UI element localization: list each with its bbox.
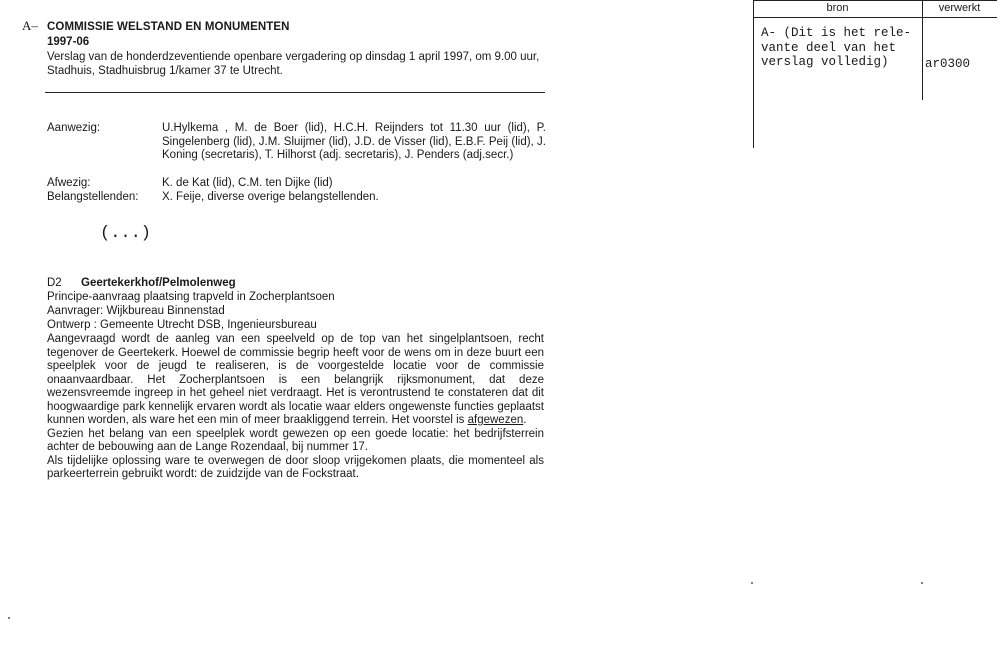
report-number: 1997-06: [47, 36, 90, 48]
table-border-top: [753, 0, 997, 1]
source-note: A- (Dit is het rele- vante deel van het verslag volledig): [761, 26, 912, 69]
body-text-end: .: [523, 414, 527, 426]
column-header-processed: verwerkt: [938, 2, 981, 14]
body-text: Aangevraagd wordt de aanleg van een speelveld op de top van het singelplantsoen, recht tegenover de Geertekerk. Hoewel de commissie begrip heeft voor de wens om in deze buurt een speelplek voor de jeugd te realiseren, is de voorgestelde locatie voor de commissie onaanvaardbaar. Het Zocherplantsoen is een belangrijk rijksmonument, dat deze wezensvreemde ingreep in het geheel niet verdraagt. Het is verontrustend te constateren dat dit hoogwaardige park kennelijk ervaren wordt als locatie waar elders ongewenste functies geplaatst kunnen worden, als ware het een min of meer braakliggend terrein. Het voorstel is: [47, 333, 544, 426]
stakeholders-label: Belangstellenden:: [47, 191, 139, 203]
item-subject: Principe-aanvraag plaatsing trapveld in Zocherplantsoen: [47, 291, 335, 303]
header-divider: [45, 92, 545, 93]
item-heading: [47, 277, 236, 289]
item-body: [47, 333, 544, 482]
item-design: Ontwerp : Gemeente Utrecht DSB, Ingenieursbureau: [47, 319, 317, 331]
absent-list: K. de Kat (lid), C.M. ten Dijke (lid): [162, 177, 333, 189]
column-header-source: bron: [826, 2, 849, 14]
body-paragraph: [47, 333, 544, 428]
item-applicant: Aanvrager: Wijkbureau Binnenstad: [47, 305, 225, 317]
scan-speck: [921, 582, 923, 584]
processed-code: ar0300: [925, 57, 971, 71]
scan-speck: [8, 617, 10, 619]
section-marker: A–: [22, 18, 38, 33]
item-name: Geertekerkhof/Pelmolenweg: [81, 277, 236, 289]
report-subtitle: Verslag van de honderdzeventiende openbare vergadering op dinsdag 1 april 1997, om 9.00 uur, Stadhuis, Stadhuisbrug 1/kamer 37 te Utrecht.: [47, 51, 540, 77]
scan-speck: [751, 582, 753, 584]
document-title: COMMISSIE WELSTAND EN MONUMENTEN: [47, 21, 290, 33]
source-table: [753, 0, 997, 148]
table-column-divider: [922, 0, 923, 100]
table-header-divider: [753, 17, 997, 18]
table-border-left: [753, 0, 754, 148]
present-label: Aanwezig:: [47, 122, 101, 134]
item-code: D2: [47, 277, 62, 289]
body-paragraph: Gezien het belang van een speelplek wordt gewezen op een goede locatie: het bedrijfsterrein achter de bebouwing aan de Lange Rozendaal, bij nummer 17.: [47, 427, 544, 453]
present-list: U.Hylkema , M. de Boer (lid), H.C.H. Reijnders tot 11.30 uur (lid), P. Singelenberg (lid), J.M. Sluijmer (lid), J.D. de Visser (lid), E.B.F. Peij (lid), J. Koning (secretaris), T. Hilhorst (adj. secretaris), J. Penders (adj.secr.): [162, 122, 546, 161]
stakeholders-list: X. Feije, diverse overige belangstellenden.: [162, 191, 379, 203]
omission-marker: (...): [100, 224, 152, 243]
verdict-text: afgewezen: [467, 414, 524, 426]
body-paragraph: Als tijdelijke oplossing ware te overwegen de door sloop vrijgekomen plaats, die momenteel als parkeerterrein gebruikt wordt: de zuidzijde van de Fockstraat.: [47, 454, 544, 480]
absent-label: Afwezig:: [47, 177, 91, 189]
